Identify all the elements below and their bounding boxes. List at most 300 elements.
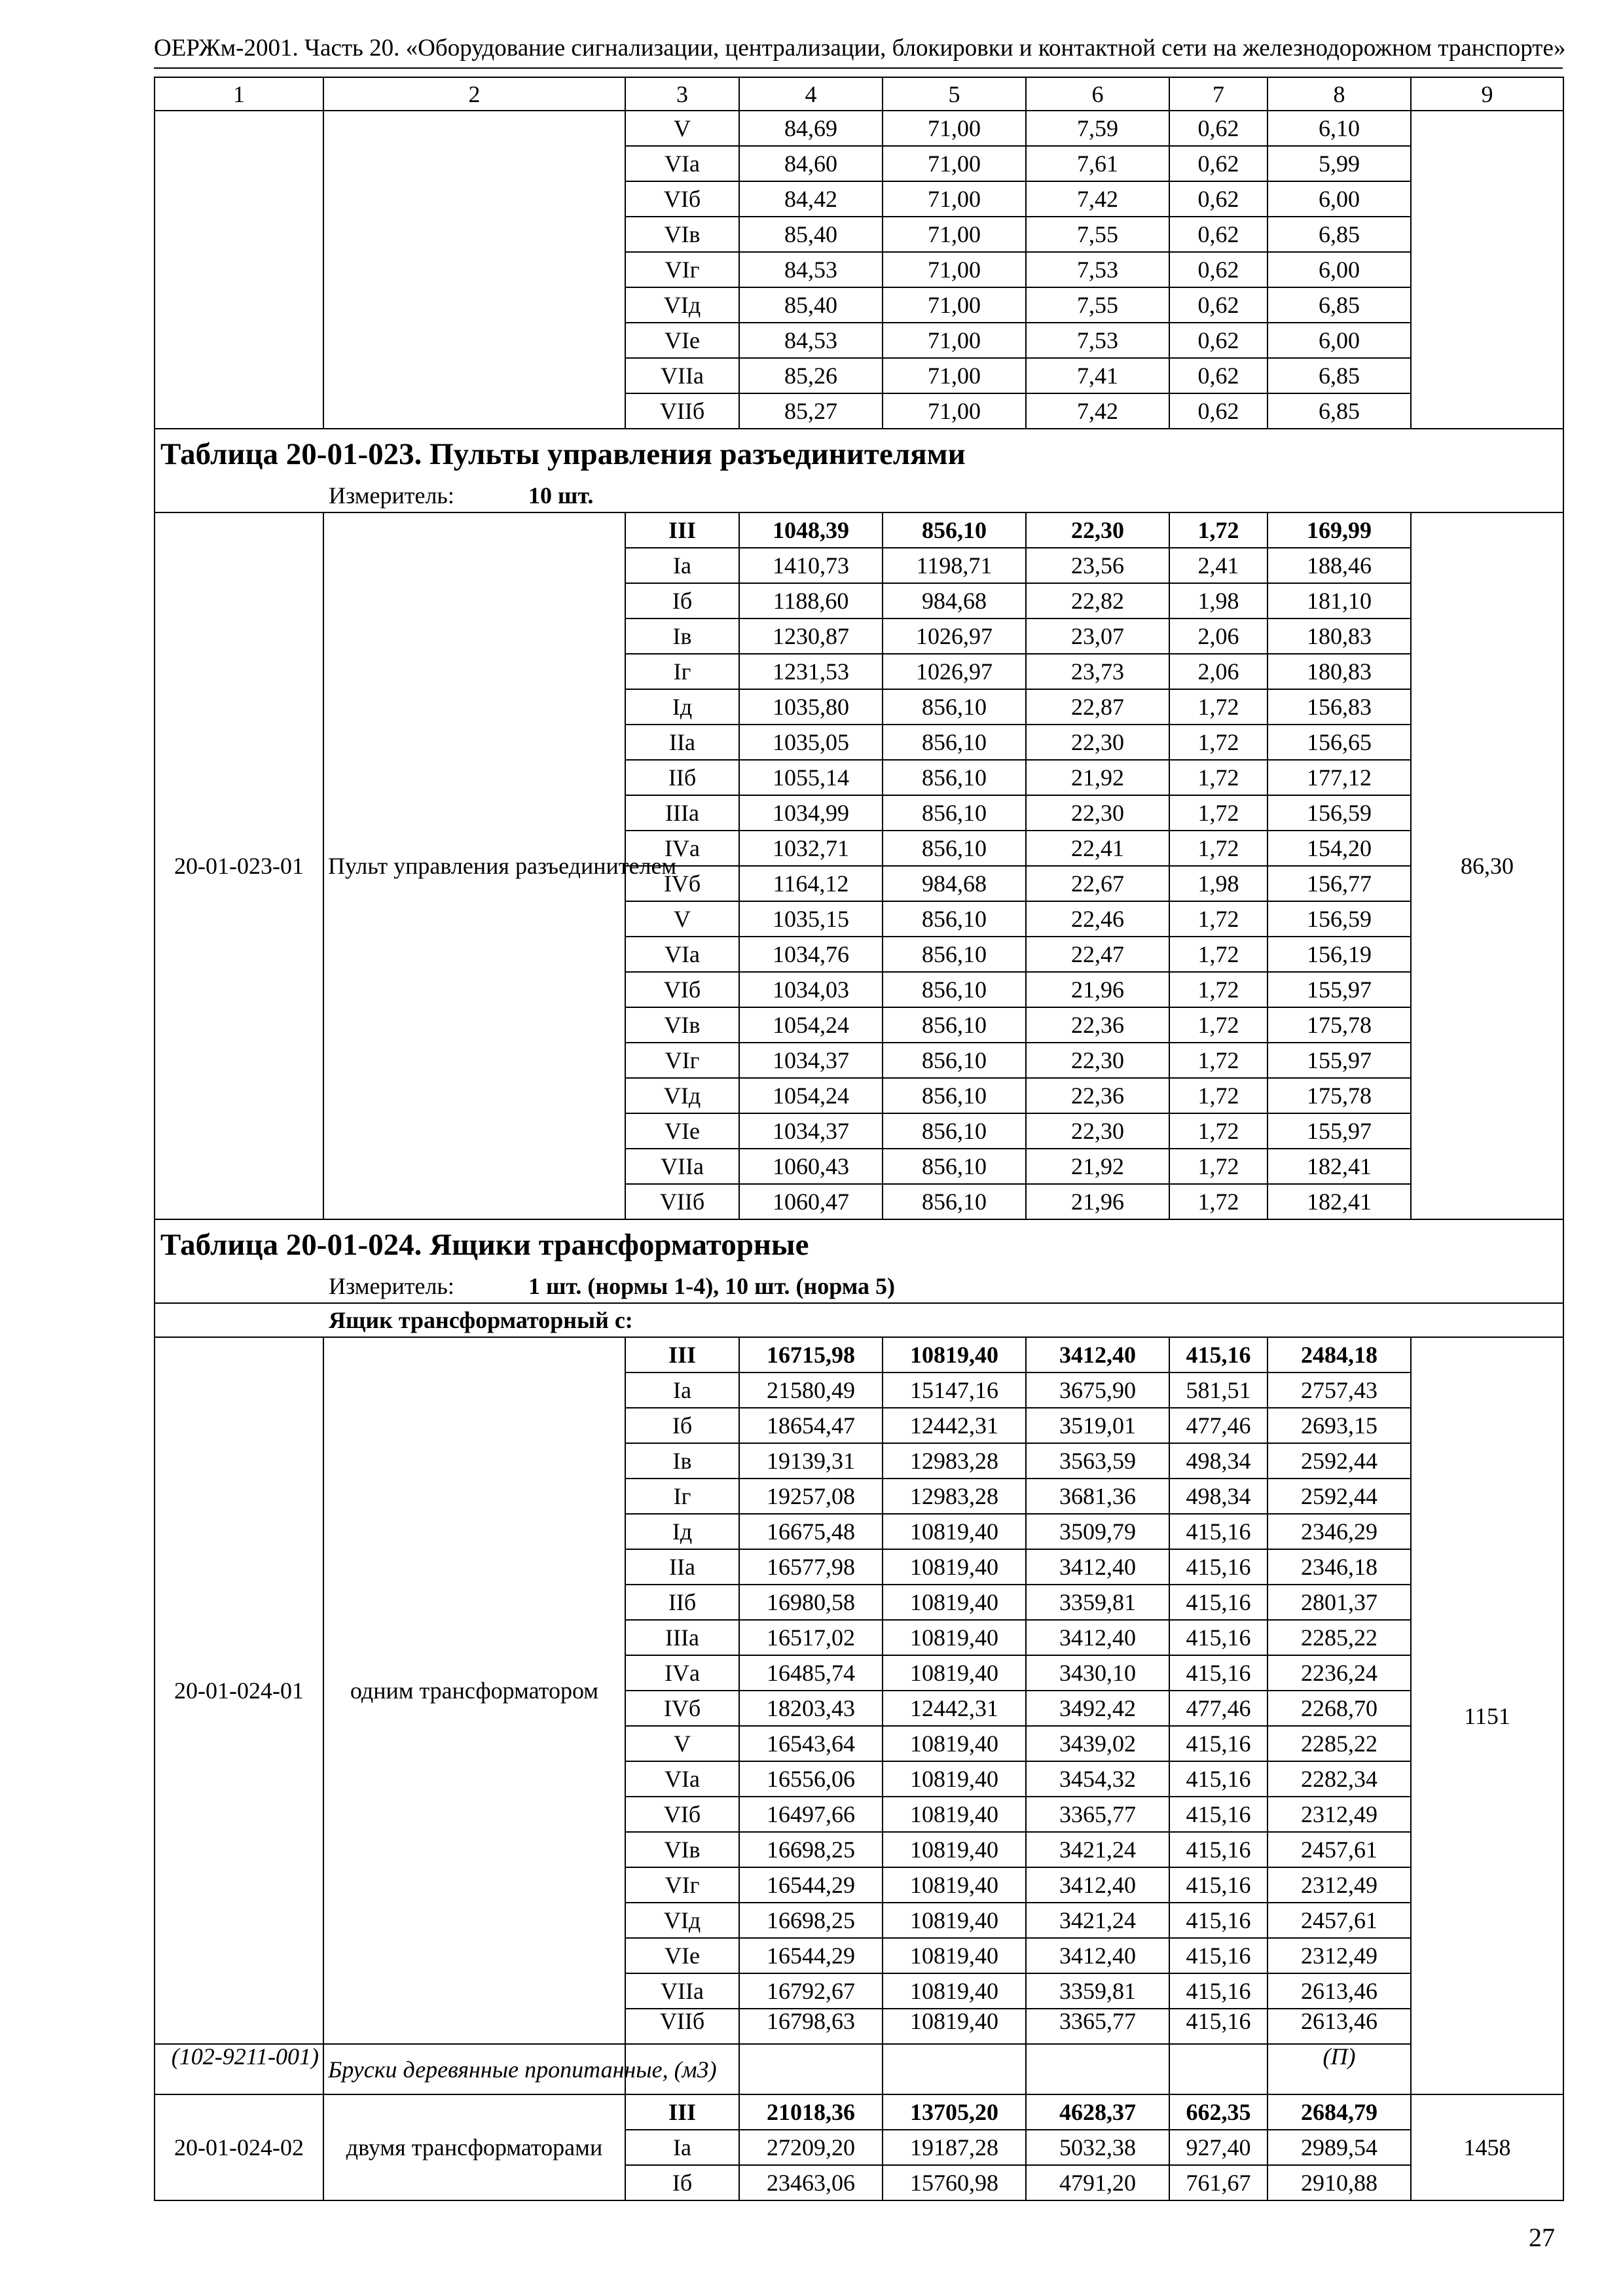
- resource-description: Бруски деревянные пропитанные, (м3): [323, 2044, 625, 2094]
- total-cost: 18654,47: [739, 1408, 883, 1443]
- materials-cost: 188,46: [1267, 548, 1411, 583]
- wages: 856,10: [883, 795, 1026, 831]
- machine-cost: 22,46: [1026, 901, 1169, 937]
- region-code: V: [625, 111, 739, 146]
- empty-cell: [1169, 2044, 1267, 2094]
- total-cost: 84,42: [739, 181, 883, 217]
- machinist-wages: 1,72: [1169, 831, 1267, 866]
- wages: 856,10: [883, 1078, 1026, 1113]
- column-number: 5: [883, 77, 1026, 111]
- machine-cost: 22,47: [1026, 937, 1169, 972]
- total-cost: 84,53: [739, 323, 883, 358]
- total-cost: 21580,49: [739, 1372, 883, 1408]
- materials-cost: 175,78: [1267, 1007, 1411, 1043]
- total-cost: 16577,98: [739, 1549, 883, 1585]
- total-cost: 16544,29: [739, 1938, 883, 1973]
- region-code: IVа: [625, 831, 739, 866]
- wages: 1026,97: [883, 619, 1026, 654]
- region-code: Iг: [625, 654, 739, 689]
- wages: 856,10: [883, 689, 1026, 725]
- materials-cost: 154,20: [1267, 831, 1411, 866]
- region-code: III: [625, 512, 739, 548]
- machinist-wages: 1,98: [1169, 583, 1267, 619]
- machine-cost: 22,36: [1026, 1007, 1169, 1043]
- machinist-wages: 662,35: [1169, 2094, 1267, 2130]
- wages: 10819,40: [883, 1549, 1026, 1585]
- materials-cost: 6,00: [1267, 181, 1411, 217]
- region-code: VIв: [625, 1832, 739, 1867]
- materials-cost: 2346,29: [1267, 1514, 1411, 1549]
- table-title: Таблица 20-01-024. Ящики трансформаторные: [155, 1219, 1563, 1270]
- machine-cost: 3359,81: [1026, 1973, 1169, 2009]
- item-code: [155, 111, 323, 429]
- column-number: 3: [625, 77, 739, 111]
- item-total: 1458: [1411, 2094, 1563, 2200]
- wages: 71,00: [883, 146, 1026, 181]
- total-cost: 1231,53: [739, 654, 883, 689]
- materials-cost: 5,99: [1267, 146, 1411, 181]
- wages: 856,10: [883, 760, 1026, 795]
- materials-cost: 2457,61: [1267, 1832, 1411, 1867]
- machine-cost: 3509,79: [1026, 1514, 1169, 1549]
- total-cost: 16544,29: [739, 1867, 883, 1903]
- machine-cost: 3454,32: [1026, 1761, 1169, 1797]
- wages: 10819,40: [883, 1620, 1026, 1655]
- region-code: Iб: [625, 583, 739, 619]
- materials-cost: 6,85: [1267, 287, 1411, 323]
- machine-cost: 22,30: [1026, 1043, 1169, 1078]
- machine-cost: 3563,59: [1026, 1443, 1169, 1479]
- machinist-wages: 498,34: [1169, 1479, 1267, 1514]
- column-number: 9: [1411, 77, 1563, 111]
- materials-cost: 177,12: [1267, 760, 1411, 795]
- materials-cost: 6,85: [1267, 358, 1411, 393]
- region-code: VIв: [625, 1007, 739, 1043]
- wages: 856,10: [883, 1184, 1026, 1219]
- wages: 856,10: [883, 972, 1026, 1007]
- machine-cost: 21,96: [1026, 1184, 1169, 1219]
- machinist-wages: 477,46: [1169, 1408, 1267, 1443]
- item-description: двумя трансформаторами: [323, 2094, 625, 2200]
- total-cost: 1034,99: [739, 795, 883, 831]
- region-code: Iв: [625, 1443, 739, 1479]
- rates-table: [154, 77, 1564, 2201]
- item-total: [1411, 111, 1563, 429]
- machinist-wages: 415,16: [1169, 1938, 1267, 1973]
- region-code: VIа: [625, 1761, 739, 1797]
- total-cost: 16698,25: [739, 1903, 883, 1938]
- region-code: VIа: [625, 937, 739, 972]
- item-code: 20-01-024-01: [155, 1337, 323, 2044]
- region-code: IIа: [625, 1549, 739, 1585]
- region-code: III: [625, 1337, 739, 1372]
- total-cost: 1034,37: [739, 1043, 883, 1078]
- total-cost: 84,60: [739, 146, 883, 181]
- machinist-wages: 0,62: [1169, 111, 1267, 146]
- region-code: VIIб: [625, 1184, 739, 1219]
- total-cost: 1060,47: [739, 1184, 883, 1219]
- wages: 10819,40: [883, 1514, 1026, 1549]
- machine-cost: 22,30: [1026, 725, 1169, 760]
- total-cost: 16675,48: [739, 1514, 883, 1549]
- machine-cost: 7,55: [1026, 287, 1169, 323]
- machine-cost: 7,53: [1026, 252, 1169, 287]
- machine-cost: 22,30: [1026, 1113, 1169, 1149]
- measure-value: 10 шт.: [528, 482, 594, 509]
- materials-cost: 6,10: [1267, 111, 1411, 146]
- total-cost: 16517,02: [739, 1620, 883, 1655]
- rates-table-body: [155, 77, 1563, 2200]
- machine-cost: 22,36: [1026, 1078, 1169, 1113]
- table-row: [155, 111, 1563, 146]
- total-cost: 84,69: [739, 111, 883, 146]
- machinist-wages: 0,62: [1169, 181, 1267, 217]
- column-number: 7: [1169, 77, 1267, 111]
- wages: 856,10: [883, 937, 1026, 972]
- wages: 10819,40: [883, 1797, 1026, 1832]
- region-code: III: [625, 2094, 739, 2130]
- machinist-wages: 415,16: [1169, 1973, 1267, 2009]
- region-code: Iб: [625, 2165, 739, 2200]
- region-code: IIIа: [625, 795, 739, 831]
- machinist-wages: 415,16: [1169, 1337, 1267, 1372]
- measure-row: [155, 1270, 1563, 1303]
- table-title-row: [155, 429, 1563, 479]
- wages: 10819,40: [883, 1655, 1026, 1691]
- region-code: VIIа: [625, 1973, 739, 2009]
- region-code: Iд: [625, 1514, 739, 1549]
- machinist-wages: 0,62: [1169, 358, 1267, 393]
- total-cost: 1054,24: [739, 1078, 883, 1113]
- machine-cost: 3412,40: [1026, 1620, 1169, 1655]
- machinist-wages: 498,34: [1169, 1443, 1267, 1479]
- wages: 856,10: [883, 1007, 1026, 1043]
- machinist-wages: 477,46: [1169, 1691, 1267, 1726]
- materials-cost: 182,41: [1267, 1149, 1411, 1184]
- item-code: 20-01-023-01: [155, 512, 323, 1219]
- machine-cost: 22,87: [1026, 689, 1169, 725]
- machinist-wages: 2,06: [1169, 654, 1267, 689]
- materials-cost: 155,97: [1267, 972, 1411, 1007]
- region-code: VIб: [625, 972, 739, 1007]
- total-cost: 16556,06: [739, 1761, 883, 1797]
- region-code: Iб: [625, 1408, 739, 1443]
- total-cost: 16980,58: [739, 1585, 883, 1620]
- measure-value: 1 шт. (нормы 1-4), 10 шт. (норма 5): [528, 1273, 896, 1299]
- wages: 12442,31: [883, 1691, 1026, 1726]
- wages: 12983,28: [883, 1443, 1026, 1479]
- total-cost: 84,53: [739, 252, 883, 287]
- machinist-wages: 1,72: [1169, 1113, 1267, 1149]
- column-number-row: [155, 77, 1563, 111]
- materials-cost: 2312,49: [1267, 1867, 1411, 1903]
- total-cost: 23463,06: [739, 2165, 883, 2200]
- machine-cost: 4791,20: [1026, 2165, 1169, 2200]
- machine-cost: 3675,90: [1026, 1372, 1169, 1408]
- column-number: 2: [323, 77, 625, 111]
- item-description: Пульт управления разъединителем: [323, 512, 625, 1219]
- machinist-wages: 1,72: [1169, 1043, 1267, 1078]
- resource-value: (П): [1267, 2044, 1411, 2094]
- wages: 10819,40: [883, 1726, 1026, 1761]
- wages: 71,00: [883, 393, 1026, 429]
- total-cost: 1035,15: [739, 901, 883, 937]
- region-code: VIе: [625, 1938, 739, 1973]
- wages: 10819,40: [883, 1832, 1026, 1867]
- machine-cost: 21,92: [1026, 760, 1169, 795]
- group-row: [155, 1303, 1563, 1337]
- resource-code: (102-9211-001): [155, 2044, 323, 2094]
- machinist-wages: 1,72: [1169, 972, 1267, 1007]
- materials-cost: 2757,43: [1267, 1372, 1411, 1408]
- materials-cost: 2312,49: [1267, 1797, 1411, 1832]
- region-code: VIIа: [625, 358, 739, 393]
- region-code: Iд: [625, 689, 739, 725]
- item-total: 86,30: [1411, 512, 1563, 1219]
- wages: 10819,40: [883, 1761, 1026, 1797]
- item-code: 20-01-024-02: [155, 2094, 323, 2200]
- column-number: 8: [1267, 77, 1411, 111]
- wages: 856,10: [883, 901, 1026, 937]
- materials-cost: 169,99: [1267, 512, 1411, 548]
- materials-cost: 175,78: [1267, 1078, 1411, 1113]
- region-code: VIд: [625, 1903, 739, 1938]
- machine-cost: 7,42: [1026, 393, 1169, 429]
- machine-cost: 7,61: [1026, 146, 1169, 181]
- materials-cost: 2910,88: [1267, 2165, 1411, 2200]
- total-cost: 16543,64: [739, 1726, 883, 1761]
- materials-cost: 2236,24: [1267, 1655, 1411, 1691]
- machine-cost: 22,30: [1026, 795, 1169, 831]
- measure-cell: [155, 1270, 1563, 1303]
- group-label: Ящик трансформаторный с:: [155, 1303, 1563, 1337]
- item-description: одним трансформатором: [323, 1337, 625, 2044]
- table-title: Таблица 20-01-023. Пульты управления разъединителями: [155, 429, 1563, 479]
- machinist-wages: 415,16: [1169, 1903, 1267, 1938]
- machine-cost: 21,96: [1026, 972, 1169, 1007]
- machine-cost: 5032,38: [1026, 2130, 1169, 2165]
- wages: 1198,71: [883, 548, 1026, 583]
- machine-cost: 7,55: [1026, 217, 1169, 252]
- table-row: [155, 2094, 1563, 2130]
- machinist-wages: 1,72: [1169, 512, 1267, 548]
- empty-cell: [739, 2044, 883, 2094]
- materials-cost: 2346,18: [1267, 1549, 1411, 1585]
- total-cost: 1188,60: [739, 583, 883, 619]
- total-cost: 1032,71: [739, 831, 883, 866]
- machinist-wages: 1,72: [1169, 760, 1267, 795]
- region-code: V: [625, 901, 739, 937]
- region-code: VIв: [625, 217, 739, 252]
- machine-cost: 4628,37: [1026, 2094, 1169, 2130]
- wages: 15760,98: [883, 2165, 1026, 2200]
- machinist-wages: 1,72: [1169, 1078, 1267, 1113]
- column-number: 1: [155, 77, 323, 111]
- wages: 856,10: [883, 1149, 1026, 1184]
- total-cost: 1034,37: [739, 1113, 883, 1149]
- region-code: IIа: [625, 725, 739, 760]
- table-row: [155, 1337, 1563, 1372]
- wages: 984,68: [883, 583, 1026, 619]
- materials-cost: 155,97: [1267, 1113, 1411, 1149]
- total-cost: 21018,36: [739, 2094, 883, 2130]
- materials-cost: 156,59: [1267, 901, 1411, 937]
- machine-cost: 22,41: [1026, 831, 1169, 866]
- machine-cost: 22,82: [1026, 583, 1169, 619]
- machinist-wages: 1,72: [1169, 1007, 1267, 1043]
- machine-cost: 23,73: [1026, 654, 1169, 689]
- region-code: IIIа: [625, 1620, 739, 1655]
- machinist-wages: 2,41: [1169, 548, 1267, 583]
- machine-cost: 22,30: [1026, 512, 1169, 548]
- region-code: VIд: [625, 287, 739, 323]
- machinist-wages: 1,98: [1169, 866, 1267, 901]
- machinist-wages: 1,72: [1169, 1149, 1267, 1184]
- region-code: VIг: [625, 1867, 739, 1903]
- total-cost: 1164,12: [739, 866, 883, 901]
- wages: 10819,40: [883, 1867, 1026, 1903]
- materials-cost: 156,19: [1267, 937, 1411, 972]
- materials-cost: 156,65: [1267, 725, 1411, 760]
- region-code: Iг: [625, 1479, 739, 1514]
- measure-cell: [155, 479, 1563, 512]
- total-cost: 19139,31: [739, 1443, 883, 1479]
- machine-cost: 3412,40: [1026, 1867, 1169, 1903]
- materials-cost: 180,83: [1267, 619, 1411, 654]
- machine-cost: 3365,77: [1026, 1797, 1169, 1832]
- total-cost: 16698,25: [739, 1832, 883, 1867]
- wages: 12442,31: [883, 1408, 1026, 1443]
- materials-cost: 6,00: [1267, 252, 1411, 287]
- region-code: IVб: [625, 866, 739, 901]
- machinist-wages: 415,16: [1169, 1549, 1267, 1585]
- machinist-wages: 2,06: [1169, 619, 1267, 654]
- materials-cost: 6,85: [1267, 393, 1411, 429]
- machine-cost: 21,92: [1026, 1149, 1169, 1184]
- machinist-wages: 0,62: [1169, 323, 1267, 358]
- total-cost: 1410,73: [739, 548, 883, 583]
- wages: 856,10: [883, 831, 1026, 866]
- total-cost: 18203,43: [739, 1691, 883, 1726]
- table-title-row: [155, 1219, 1563, 1270]
- header-rule: [154, 67, 1563, 69]
- materials-cost: 2613,46: [1267, 2009, 1411, 2044]
- machinist-wages: 927,40: [1169, 2130, 1267, 2165]
- wages: 71,00: [883, 287, 1026, 323]
- materials-cost: 156,77: [1267, 866, 1411, 901]
- machine-cost: 7,42: [1026, 181, 1169, 217]
- wages: 10819,40: [883, 1903, 1026, 1938]
- machine-cost: 22,67: [1026, 866, 1169, 901]
- materials-cost: 181,10: [1267, 583, 1411, 619]
- total-cost: 1230,87: [739, 619, 883, 654]
- materials-cost: 182,41: [1267, 1184, 1411, 1219]
- wages: 13705,20: [883, 2094, 1026, 2130]
- region-code: Iа: [625, 548, 739, 583]
- running-header: ОЕРЖм-2001. Часть 20. «Оборудование сигнализации, централизации, блокировки и контактной сети на железнодорожном транспорте»: [154, 35, 1566, 62]
- materials-cost: 180,83: [1267, 654, 1411, 689]
- measure-label: Измеритель:: [329, 482, 454, 509]
- machine-cost: 7,53: [1026, 323, 1169, 358]
- region-code: IIб: [625, 1585, 739, 1620]
- materials-cost: 2592,44: [1267, 1443, 1411, 1479]
- region-code: VIд: [625, 1078, 739, 1113]
- total-cost: 1060,43: [739, 1149, 883, 1184]
- wages: 10819,40: [883, 2009, 1026, 2044]
- empty-cell: [883, 2044, 1026, 2094]
- region-code: VIб: [625, 1797, 739, 1832]
- total-cost: 85,40: [739, 217, 883, 252]
- measure-label: Измеритель:: [329, 1273, 454, 1299]
- materials-cost: 2268,70: [1267, 1691, 1411, 1726]
- total-cost: 16792,67: [739, 1973, 883, 2009]
- total-cost: 27209,20: [739, 2130, 883, 2165]
- wages: 15147,16: [883, 1372, 1026, 1408]
- materials-cost: 2801,37: [1267, 1585, 1411, 1620]
- wages: 984,68: [883, 866, 1026, 901]
- machine-cost: 3681,36: [1026, 1479, 1169, 1514]
- materials-cost: 6,00: [1267, 323, 1411, 358]
- region-code: IVб: [625, 1691, 739, 1726]
- machine-cost: 3492,42: [1026, 1691, 1169, 1726]
- materials-cost: 2989,54: [1267, 2130, 1411, 2165]
- machinist-wages: 415,16: [1169, 1585, 1267, 1620]
- machinist-wages: 581,51: [1169, 1372, 1267, 1408]
- empty-cell: [1026, 2044, 1169, 2094]
- machinist-wages: 415,16: [1169, 1761, 1267, 1797]
- table-row: [155, 512, 1563, 548]
- machinist-wages: 0,62: [1169, 393, 1267, 429]
- total-cost: 1048,39: [739, 512, 883, 548]
- region-code: Iа: [625, 2130, 739, 2165]
- machinist-wages: 415,16: [1169, 1867, 1267, 1903]
- machine-cost: 3439,02: [1026, 1726, 1169, 1761]
- wages: 71,00: [883, 217, 1026, 252]
- region-code: VIа: [625, 146, 739, 181]
- total-cost: 1055,14: [739, 760, 883, 795]
- wages: 10819,40: [883, 1585, 1026, 1620]
- region-code: IIб: [625, 760, 739, 795]
- wages: 856,10: [883, 1113, 1026, 1149]
- wages: 10819,40: [883, 1337, 1026, 1372]
- materials-cost: 2285,22: [1267, 1620, 1411, 1655]
- machinist-wages: 1,72: [1169, 795, 1267, 831]
- wages: 10819,40: [883, 1938, 1026, 1973]
- machinist-wages: 415,16: [1169, 2009, 1267, 2044]
- total-cost: 16485,74: [739, 1655, 883, 1691]
- wages: 19187,28: [883, 2130, 1026, 2165]
- machine-cost: 7,59: [1026, 111, 1169, 146]
- machinist-wages: 0,62: [1169, 217, 1267, 252]
- materials-cost: 2684,79: [1267, 2094, 1411, 2130]
- machine-cost: 3430,10: [1026, 1655, 1169, 1691]
- region-code: VIIб: [625, 393, 739, 429]
- region-code: V: [625, 1726, 739, 1761]
- region-code: VIг: [625, 252, 739, 287]
- materials-cost: 2613,46: [1267, 1973, 1411, 2009]
- wages: 71,00: [883, 323, 1026, 358]
- machinist-wages: 0,62: [1169, 287, 1267, 323]
- wages: 71,00: [883, 181, 1026, 217]
- materials-cost: 2693,15: [1267, 1408, 1411, 1443]
- region-code: VIIб: [625, 2009, 739, 2044]
- machinist-wages: 1,72: [1169, 689, 1267, 725]
- wages: 856,10: [883, 512, 1026, 548]
- item-description: [323, 111, 625, 429]
- column-number: 4: [739, 77, 883, 111]
- machinist-wages: 415,16: [1169, 1797, 1267, 1832]
- total-cost: 85,40: [739, 287, 883, 323]
